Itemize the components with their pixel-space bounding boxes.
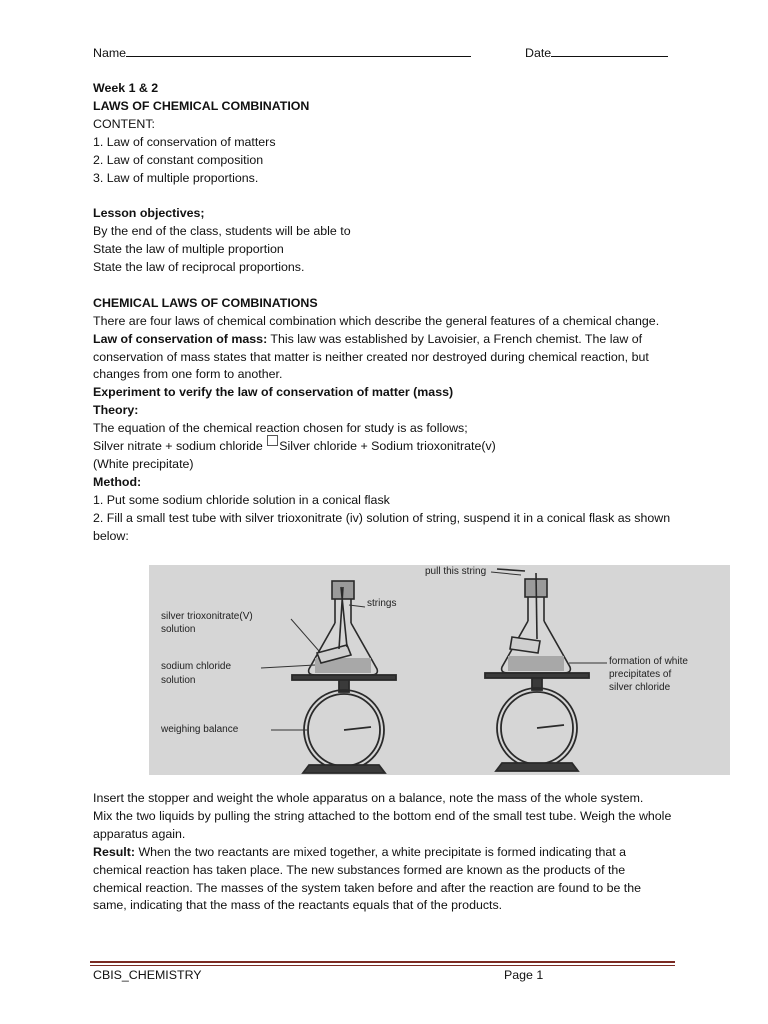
- week-label: Week 1 & 2: [93, 81, 159, 95]
- name-blank-line: [126, 44, 471, 57]
- conservation-term: Law of conservation of mass:: [93, 331, 268, 346]
- left-balance: [292, 675, 396, 773]
- method-heading: Method:: [93, 474, 142, 489]
- result-paragraph: [93, 844, 673, 916]
- label-silver-solution: silver trioxonitrate(V): [161, 611, 253, 622]
- conservation-text: This law was established by Lavoisier, a French chemist. The law of conservation of mass states that matter is neither created nor destroyed during chemical reaction, but changes from one form to another.: [93, 331, 649, 382]
- footer-page-number: Page 1: [504, 968, 544, 982]
- equation-line: [93, 438, 673, 456]
- label-formation: formation of white: [609, 656, 688, 667]
- date-blank-line: [551, 44, 668, 57]
- post-figure-content: [93, 790, 673, 915]
- label-sodium-chloride-2: solution: [161, 675, 196, 686]
- label-silver-solution-2: solution: [161, 624, 196, 635]
- method-step: 1. Put some sodium chloride solution in a conical flask: [93, 492, 390, 507]
- page-title: LAWS OF CHEMICAL COMBINATION: [93, 98, 310, 113]
- date-field: [525, 44, 668, 60]
- label-strings: strings: [367, 598, 397, 609]
- label-formation-2: precipitates of: [609, 669, 672, 680]
- intro-paragraph: There are four laws of chemical combination which describe the general features of a chemical change.: [93, 313, 660, 328]
- right-flask: [497, 569, 570, 673]
- arrow-placeholder-icon: [267, 435, 278, 446]
- label-formation-3: silver chloride: [609, 682, 671, 693]
- main-content: [93, 80, 673, 546]
- conservation-paragraph: [93, 331, 673, 385]
- apparatus-figure: [149, 565, 730, 775]
- footer-rule-thin: [90, 965, 675, 966]
- content-item: 1. Law of conservation of matters: [93, 134, 276, 149]
- content-item: 2. Law of constant composition: [93, 152, 264, 167]
- label-weighing-balance: weighing balance: [161, 724, 239, 735]
- objectives-intro: By the end of the class, students will be able to: [93, 224, 351, 239]
- objective-item: State the law of reciprocal proportions.: [93, 260, 305, 275]
- footer-rule: [90, 961, 675, 963]
- section-heading: CHEMICAL LAWS OF COMBINATIONS: [93, 295, 318, 310]
- theory-text: The equation of the chemical reaction chosen for study is as follows;: [93, 421, 468, 436]
- procedure-paragraph: Insert the stopper and weight the whole apparatus on a balance, note the mass of the whole system.: [93, 791, 644, 805]
- content-label: CONTENT:: [93, 116, 155, 131]
- label-pull-string: pull this string: [425, 566, 487, 577]
- right-balance: [485, 673, 589, 771]
- footer-course: CBIS_CHEMISTRY: [93, 968, 202, 982]
- date-label: Date: [525, 46, 552, 60]
- result-text: When the two reactants are mixed together, a white precipitate is formed indicating that a chemical reaction has taken place. The new substances formed are known as the products of the chemical reaction. The masses of the system taken before and after the reaction are found to be the same, indicating that the mass of the reactants equals that of the products.: [93, 844, 642, 913]
- content-item: 3. Law of multiple proportions.: [93, 170, 259, 185]
- label-sodium-chloride: sodium chloride: [161, 661, 232, 672]
- method-step: 2. Fill a small test tube with silver trioxonitrate (iv) solution of string, suspend it in a conical flask as shown below:: [93, 510, 671, 543]
- name-field: [93, 44, 471, 60]
- name-label: Name: [93, 46, 127, 60]
- objectives-heading: Lesson objectives;: [93, 206, 205, 221]
- result-term: Result:: [93, 844, 135, 859]
- theory-heading: Theory:: [93, 403, 139, 418]
- equation-left: Silver nitrate + sodium chloride: [93, 439, 267, 454]
- procedure-paragraph: Mix the two liquids by pulling the string attached to the bottom end of the small test tube. Weigh the whole apparatus again.: [93, 808, 672, 841]
- equation-right: Silver chloride + Sodium trioxonitrate(v): [279, 439, 496, 454]
- equation-note: (White precipitate): [93, 457, 194, 471]
- header-row: [93, 44, 673, 62]
- left-flask: [309, 581, 378, 675]
- objective-item: State the law of multiple proportion: [93, 242, 284, 257]
- experiment-heading: Experiment to verify the law of conservation of matter (mass): [93, 385, 454, 400]
